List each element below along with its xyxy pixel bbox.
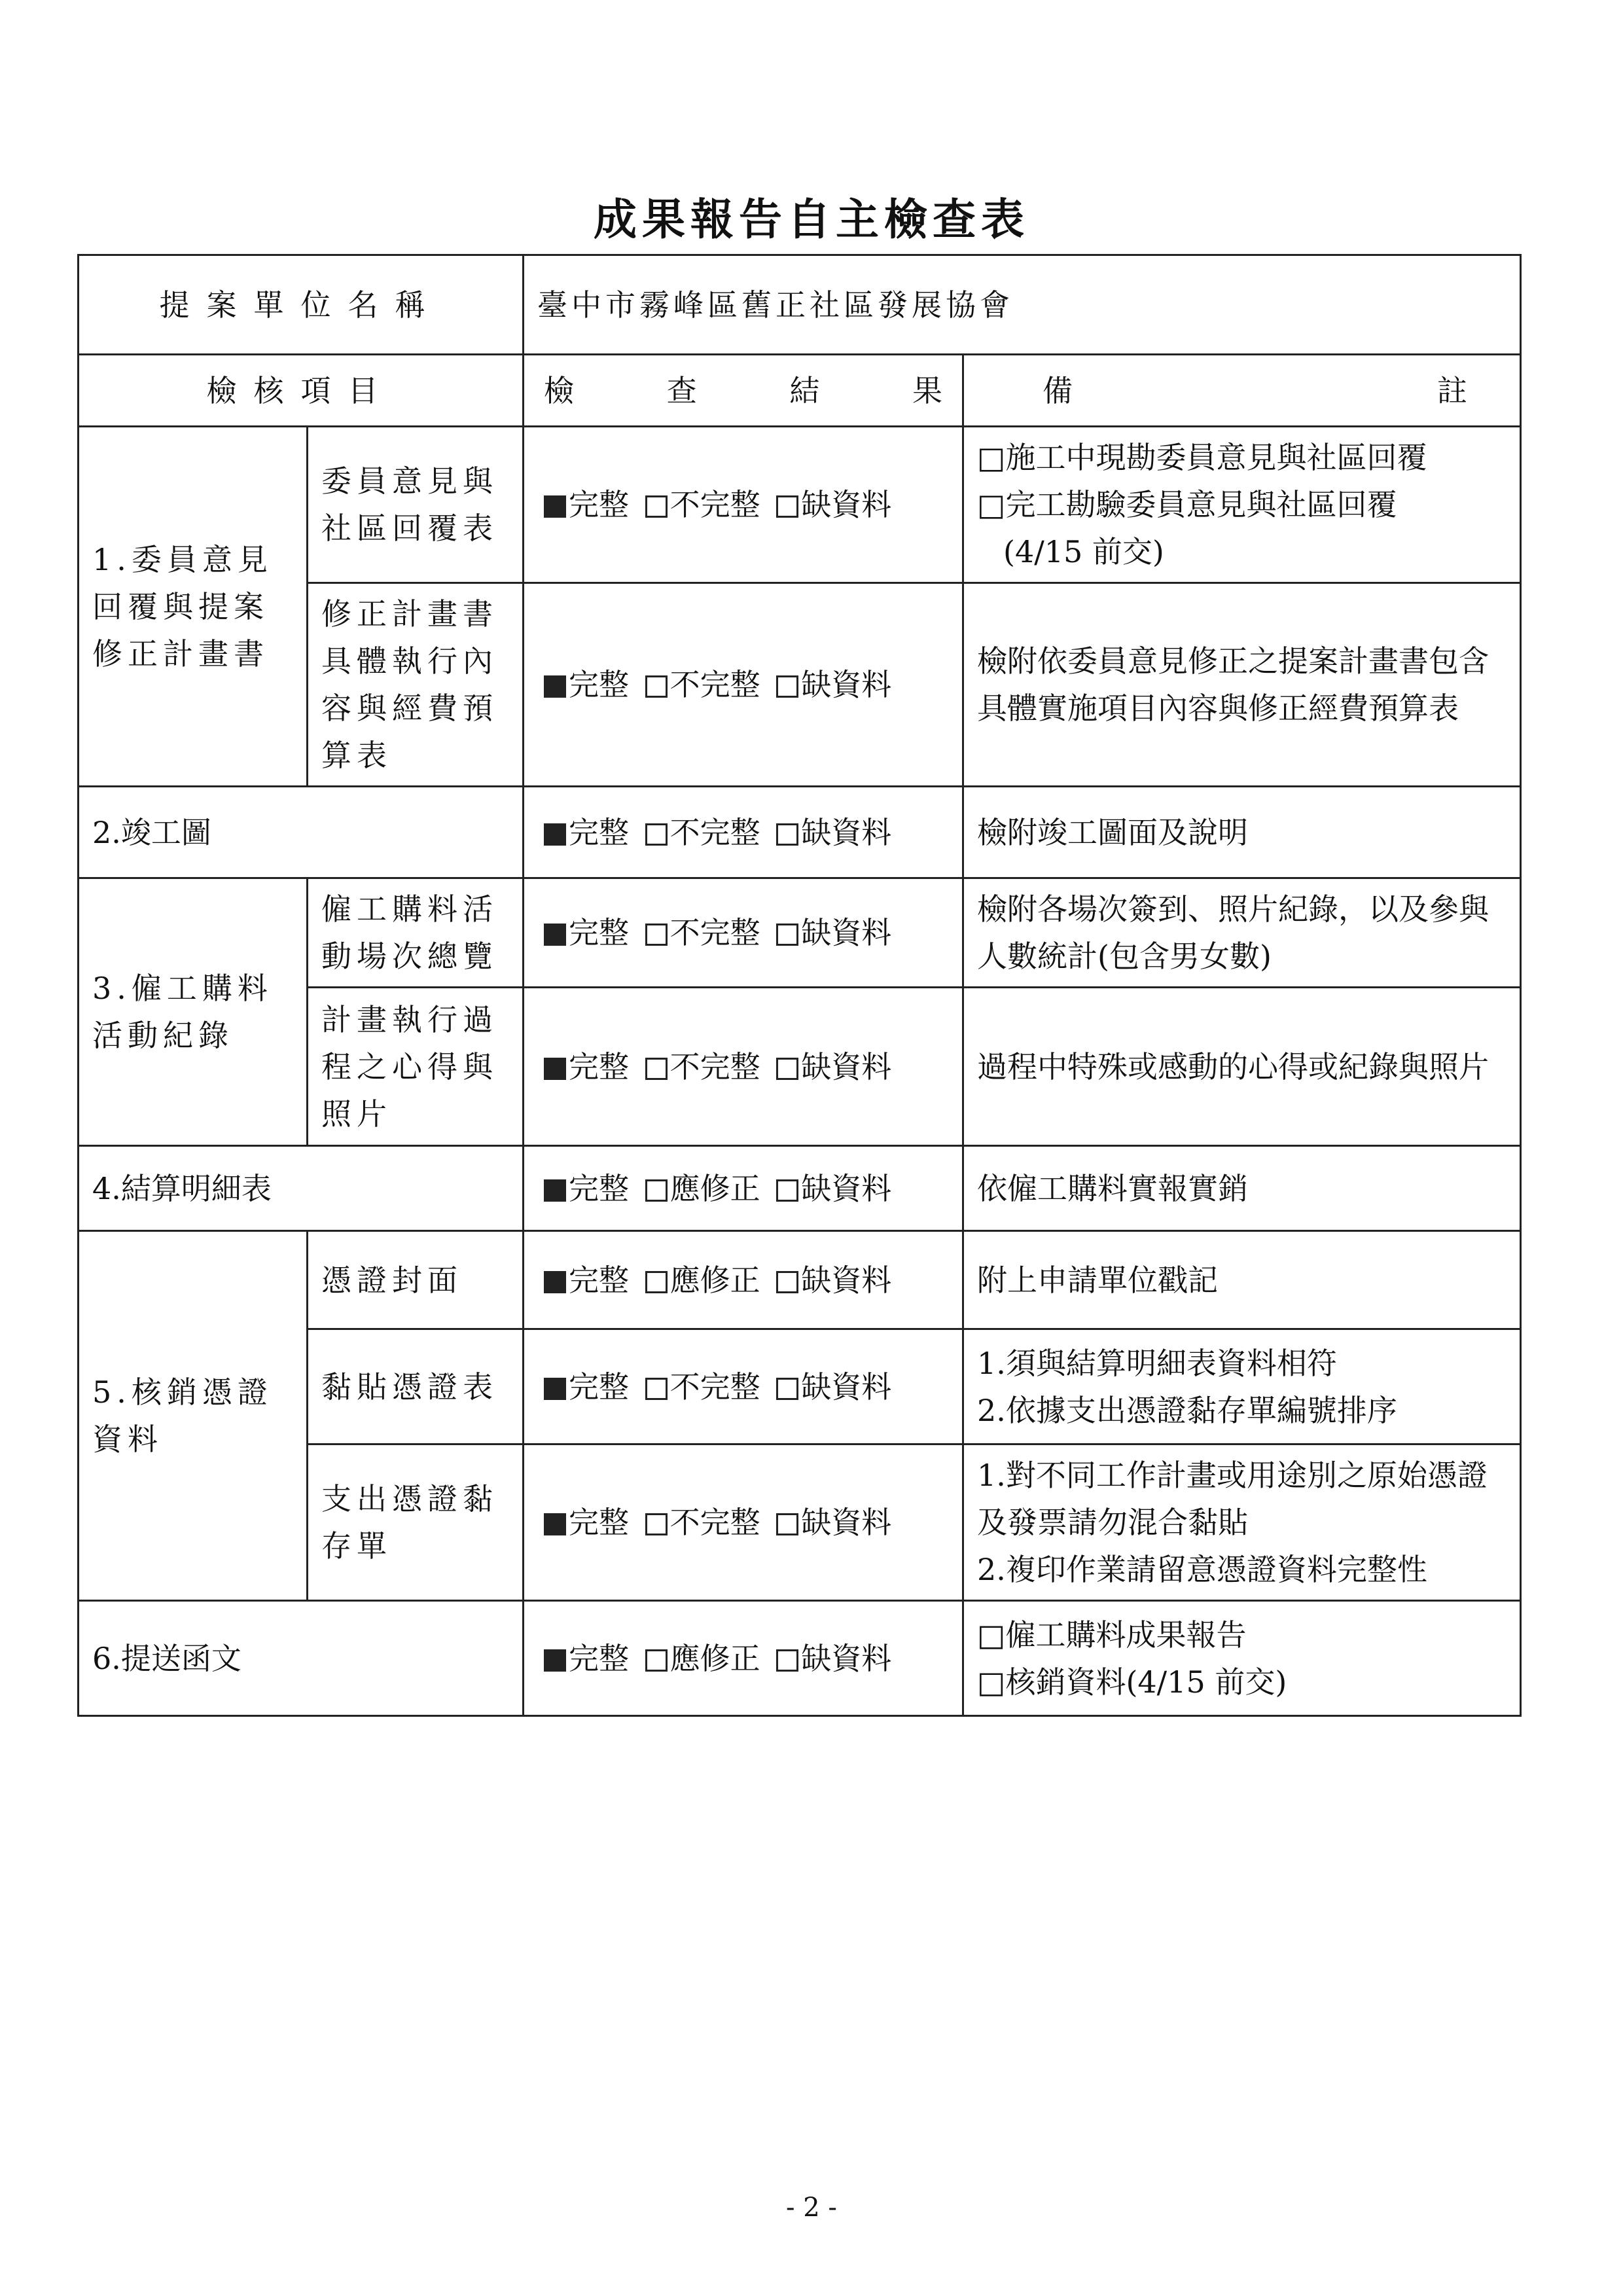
note-line: 2.依據支出憑證黏存單編號排序 bbox=[977, 1392, 1397, 1428]
result-6 bbox=[524, 1601, 963, 1716]
note-line: □完工勘驗委員意見與社區回覆 bbox=[977, 487, 1397, 522]
option-label: 缺資料 bbox=[801, 1170, 892, 1206]
checkbox-1a-3[interactable] bbox=[776, 495, 798, 518]
checkbox-checked-3a[interactable] bbox=[544, 924, 566, 946]
option-label: 缺資料 bbox=[801, 814, 892, 850]
row-1a bbox=[79, 427, 1521, 583]
option-label: 完整 bbox=[569, 814, 629, 850]
checkbox-checked-3b[interactable] bbox=[544, 1058, 566, 1080]
unit-row bbox=[79, 255, 1521, 355]
self-check-table bbox=[77, 254, 1522, 1717]
group-label-5: 5.核銷憑證資料 bbox=[79, 1231, 308, 1601]
group-label-2: 2.竣工圖 bbox=[79, 787, 524, 878]
checkbox-checked-1b[interactable] bbox=[544, 675, 566, 698]
note-line: 1.對不同工作計畫或用途別之原始憑證及發票請勿混合黏貼 bbox=[977, 1458, 1488, 1540]
option-label: 完整 bbox=[569, 1262, 629, 1298]
result-5c bbox=[524, 1444, 963, 1601]
option-label: 缺資料 bbox=[801, 1640, 892, 1676]
option-label: 缺資料 bbox=[801, 1262, 892, 1298]
checkbox-5b-2[interactable] bbox=[645, 1378, 668, 1400]
group-label-6: 6.提送函文 bbox=[79, 1601, 524, 1716]
page-number: - 2 - bbox=[786, 2193, 837, 2223]
result-4 bbox=[524, 1146, 963, 1231]
option-label: 完整 bbox=[569, 487, 629, 522]
result-1a bbox=[524, 427, 963, 583]
group-label-4: 4.結算明細表 bbox=[79, 1146, 524, 1231]
sub-label-3b: 計畫執行過程之心得與照片 bbox=[308, 988, 524, 1146]
checkbox-6-2[interactable] bbox=[645, 1649, 668, 1672]
checkbox-5a-2[interactable] bbox=[645, 1271, 668, 1293]
note-line: □施工中現勘委員意見與社區回覆 bbox=[977, 440, 1427, 475]
unit-value: 臺中市霧峰區舊正社區發展協會 bbox=[524, 255, 1521, 355]
note-line: 檢附竣工圖面及說明 bbox=[977, 814, 1248, 850]
option-label: 完整 bbox=[569, 1640, 629, 1676]
checkbox-checked-5b[interactable] bbox=[544, 1378, 566, 1400]
option-label: 不完整 bbox=[669, 667, 760, 702]
result-5a bbox=[524, 1231, 963, 1329]
note-5b bbox=[963, 1329, 1521, 1444]
sub-label-5a: 憑證封面 bbox=[308, 1231, 524, 1329]
note-5c bbox=[963, 1444, 1521, 1601]
result-2 bbox=[524, 787, 963, 878]
group-label-3: 3.僱工購料活動紀錄 bbox=[79, 878, 308, 1146]
checkbox-checked-2[interactable] bbox=[544, 823, 566, 846]
option-label: 缺資料 bbox=[801, 487, 892, 522]
header-result-char: 結 bbox=[789, 372, 820, 408]
option-label: 缺資料 bbox=[801, 1505, 892, 1540]
option-label: 完整 bbox=[569, 1170, 629, 1206]
note-line: 依僱工購料實報實銷 bbox=[977, 1170, 1248, 1206]
sub-label-1a: 委員意見與社區回覆表 bbox=[308, 427, 524, 583]
option-label: 缺資料 bbox=[801, 667, 892, 702]
note-3b bbox=[963, 988, 1521, 1146]
checkbox-2-2[interactable] bbox=[645, 823, 668, 846]
sub-label-1b: 修正計畫書具體執行內容與經費預算表 bbox=[308, 583, 524, 787]
header-result-char: 查 bbox=[666, 372, 697, 408]
note-line: 過程中特殊或感動的心得或紀錄與照片 bbox=[977, 1049, 1489, 1085]
header-row bbox=[79, 355, 1521, 427]
note-line: 檢附依委員意見修正之提案計畫書包含具體實施項目內容與修正經費預算表 bbox=[977, 643, 1489, 726]
result-3b bbox=[524, 988, 963, 1146]
header-note-char: 註 bbox=[1437, 372, 1467, 408]
option-label: 不完整 bbox=[669, 487, 760, 522]
note-6 bbox=[963, 1601, 1521, 1716]
note-3a bbox=[963, 878, 1521, 988]
checkbox-6-3[interactable] bbox=[776, 1649, 798, 1672]
row-6 bbox=[79, 1601, 1521, 1716]
row-4 bbox=[79, 1146, 1521, 1231]
checkbox-5a-3[interactable] bbox=[776, 1271, 798, 1293]
checkbox-1b-2[interactable] bbox=[645, 675, 668, 698]
sub-label-3a: 僱工購料活動場次總覽 bbox=[308, 878, 524, 988]
note-1a bbox=[963, 427, 1521, 583]
checkbox-3b-3[interactable] bbox=[776, 1058, 798, 1080]
option-label: 完整 bbox=[569, 1369, 629, 1405]
header-result-char: 果 bbox=[912, 372, 942, 408]
note-line: 檢附各場次簽到、照片紀錄，以及參與人數統計(包含男女數) bbox=[977, 891, 1489, 974]
note-2 bbox=[963, 787, 1521, 878]
option-label: 完整 bbox=[569, 1049, 629, 1085]
header-note bbox=[963, 355, 1521, 427]
checkbox-checked-6[interactable] bbox=[544, 1649, 566, 1672]
result-1b bbox=[524, 583, 963, 787]
option-label: 完整 bbox=[569, 915, 629, 950]
header-item: 檢核項目 bbox=[79, 355, 524, 427]
checkbox-3b-2[interactable] bbox=[645, 1058, 668, 1080]
sub-label-5c: 支出憑證黏存單 bbox=[308, 1444, 524, 1601]
header-result bbox=[524, 355, 963, 427]
note-line: 附上申請單位戳記 bbox=[977, 1262, 1218, 1298]
checkbox-5c-2[interactable] bbox=[645, 1513, 668, 1535]
option-label: 不完整 bbox=[669, 1505, 760, 1540]
group-label-1: 1.委員意見回覆與提案修正計畫書 bbox=[79, 427, 308, 787]
option-label: 完整 bbox=[569, 1505, 629, 1540]
checkbox-checked-4[interactable] bbox=[544, 1179, 566, 1202]
checkbox-1a-2[interactable] bbox=[645, 495, 668, 518]
option-label: 不完整 bbox=[669, 814, 760, 850]
checkbox-checked-1a[interactable] bbox=[544, 495, 566, 518]
note-line: □核銷資料(4/15 前交) bbox=[977, 1664, 1287, 1700]
note-line: □僱工購料成果報告 bbox=[977, 1617, 1247, 1653]
unit-label: 提案單位名稱 bbox=[79, 255, 524, 355]
option-label: 應修正 bbox=[669, 1262, 760, 1298]
row-2 bbox=[79, 787, 1521, 878]
option-label: 應修正 bbox=[669, 1640, 760, 1676]
checkbox-4-2[interactable] bbox=[645, 1179, 668, 1202]
sub-label-5b: 黏貼憑證表 bbox=[308, 1329, 524, 1444]
option-label: 缺資料 bbox=[801, 1049, 892, 1085]
note-line: 2.複印作業請留意憑證資料完整性 bbox=[977, 1552, 1427, 1587]
checkbox-3a-2[interactable] bbox=[645, 924, 668, 946]
row-5a bbox=[79, 1231, 1521, 1329]
checkbox-4-3[interactable] bbox=[776, 1179, 798, 1202]
row-3a bbox=[79, 878, 1521, 988]
checkbox-3a-3[interactable] bbox=[776, 924, 798, 946]
checkbox-2-3[interactable] bbox=[776, 823, 798, 846]
note-line: 1.須與結算明細表資料相符 bbox=[977, 1345, 1337, 1381]
checkbox-checked-5c[interactable] bbox=[544, 1513, 566, 1535]
checkbox-1b-3[interactable] bbox=[776, 675, 798, 698]
option-label: 缺資料 bbox=[801, 1369, 892, 1405]
note-line: (4/15 前交) bbox=[1003, 534, 1164, 569]
header-result-char: 檢 bbox=[544, 372, 574, 408]
option-label: 不完整 bbox=[669, 1369, 760, 1405]
option-label: 完整 bbox=[569, 667, 629, 702]
checkbox-checked-5a[interactable] bbox=[544, 1271, 566, 1293]
checkbox-5b-3[interactable] bbox=[776, 1378, 798, 1400]
note-4 bbox=[963, 1146, 1521, 1231]
option-label: 缺資料 bbox=[801, 915, 892, 950]
option-label: 應修正 bbox=[669, 1170, 760, 1206]
option-label: 不完整 bbox=[669, 1049, 760, 1085]
option-label: 不完整 bbox=[669, 915, 760, 950]
document-title: 成果報告自主檢查表 bbox=[594, 194, 1029, 245]
result-5b bbox=[524, 1329, 963, 1444]
note-5a bbox=[963, 1231, 1521, 1329]
note-1b bbox=[963, 583, 1521, 787]
header-note-char: 備 bbox=[1043, 372, 1073, 408]
checkbox-5c-3[interactable] bbox=[776, 1513, 798, 1535]
result-3a bbox=[524, 878, 963, 988]
